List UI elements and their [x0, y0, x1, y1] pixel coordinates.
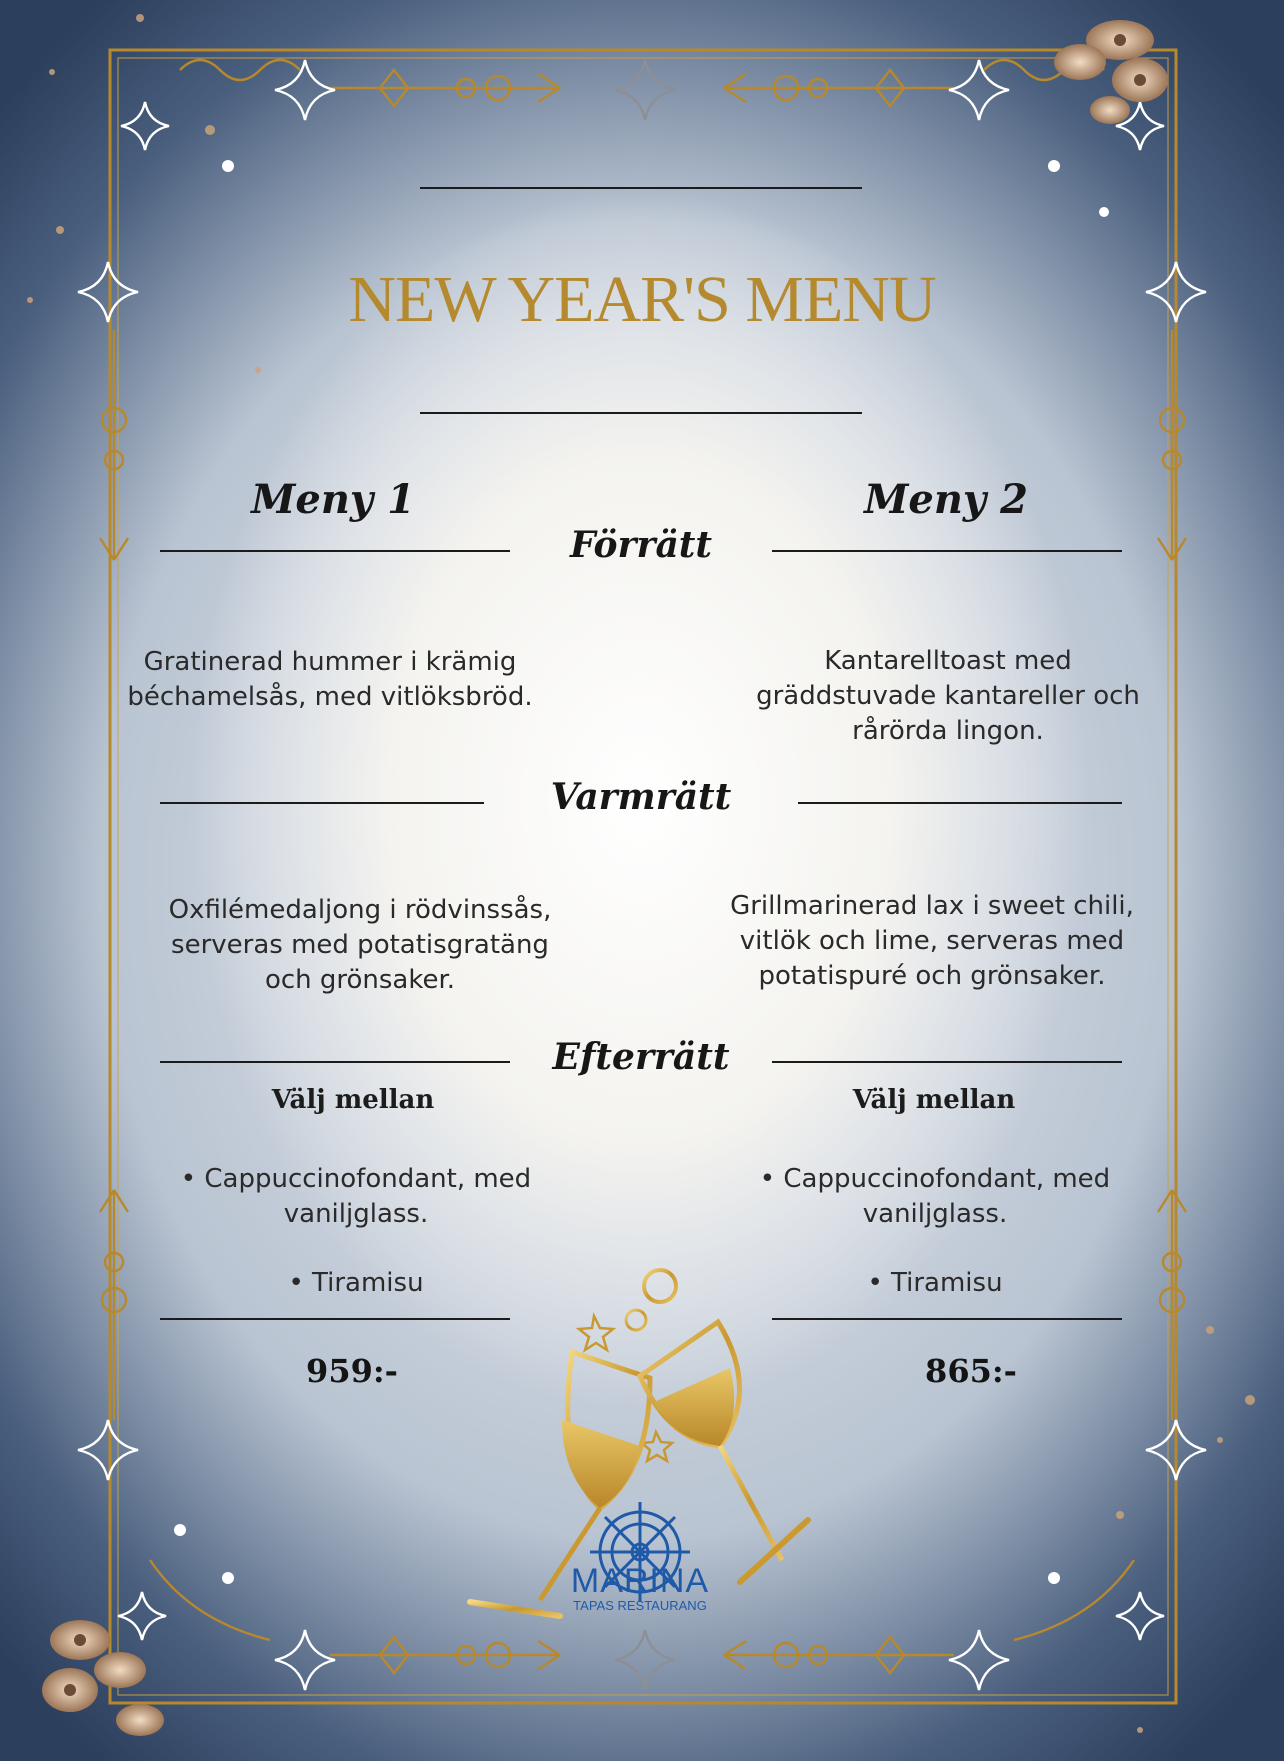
divider-lines [160, 188, 1122, 1319]
menu-1-main: Oxfilémedaljong i rödvinssås, serveras med potatisgratäng och grönsaker. [168, 895, 552, 995]
menu-1-price: 959:- [306, 1352, 398, 1390]
menu-2-starter: Kantarelltoast med gräddstuvade kantareller och rårörda lingon. [756, 646, 1140, 746]
logo-subtitle: TAPAS RESTAURANG [573, 1598, 707, 1613]
menu-1-dessert-choose: Välj mellan [271, 1085, 435, 1115]
section-starter-heading: Förrätt [569, 524, 713, 566]
menu-2-dessert-option-1: • Cappuccinofondant, med vaniljglass. [759, 1164, 1111, 1229]
menu-1-heading: Meny 1 [251, 476, 415, 523]
section-dessert-heading: Efterrätt [552, 1036, 730, 1078]
menu-1-dessert-option-2: • Tiramisu [288, 1268, 424, 1298]
menu-1-starter: Gratinerad hummer i krämig béchamelsås, med vitlöksbröd. [127, 647, 533, 712]
menu-2-dessert-option-2: • Tiramisu [867, 1268, 1003, 1298]
page-title: NEW YEAR'S MENU [348, 263, 936, 336]
menu-2-price: 865:- [925, 1352, 1017, 1390]
menu-2-heading: Meny 2 [864, 476, 1028, 523]
menu-2-dessert-choose: Välj mellan [852, 1085, 1016, 1115]
logo-name: MARINA [570, 1562, 710, 1600]
section-main-heading: Varmrätt [550, 776, 732, 818]
menu-2-main: Grillmarinerad lax i sweet chili, vitlök och lime, serveras med potatispuré och grönsaker. [730, 891, 1134, 991]
menu-1-dessert-option-1: • Cappuccinofondant, med vaniljglass. [180, 1164, 532, 1229]
